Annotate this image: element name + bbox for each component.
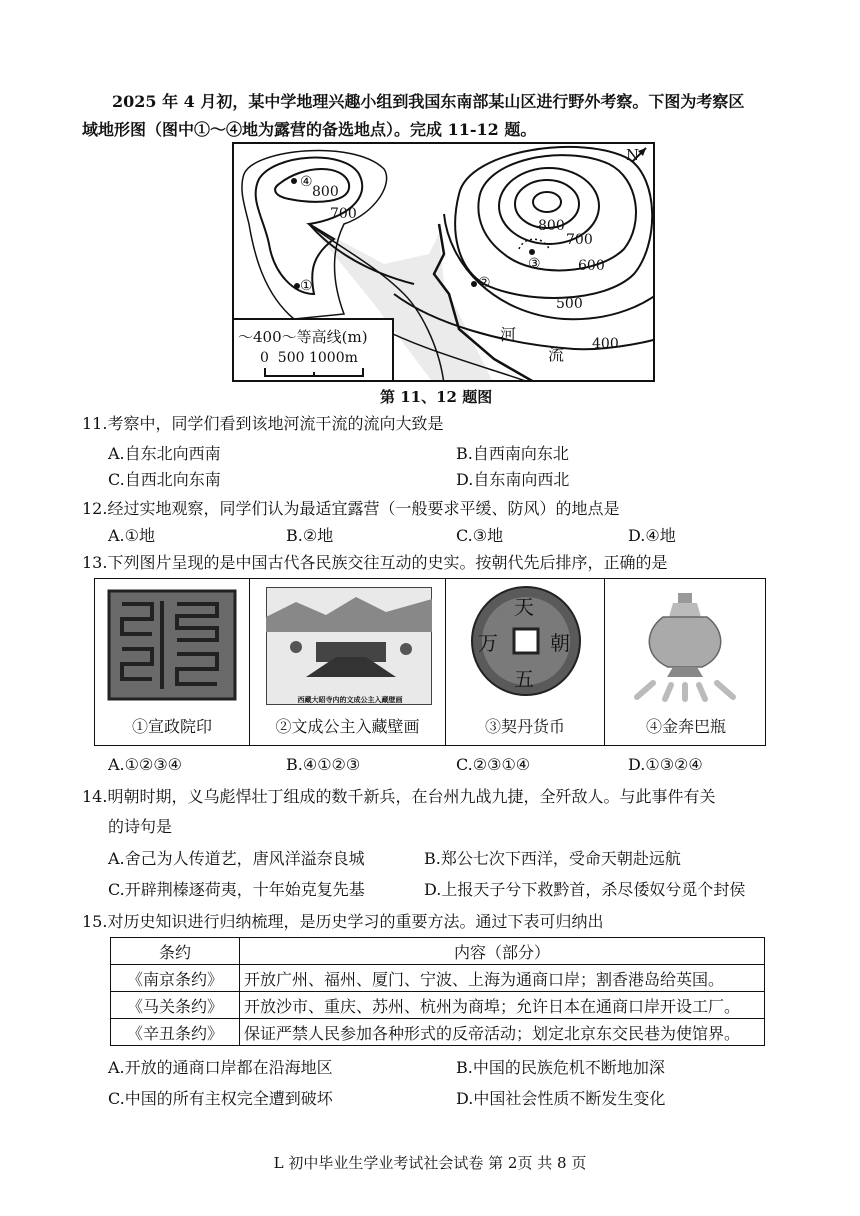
coin-char-right: 朝	[550, 631, 570, 655]
scale-bar	[264, 368, 364, 378]
q14-option-c[interactable]: C.开辟荆榛逐荷夷，十年始克复先基	[108, 880, 365, 899]
legend-scale-text: 0 500 1000m	[260, 350, 358, 366]
seal-icon	[107, 589, 237, 701]
q12-option-d[interactable]: D.④地	[628, 526, 676, 545]
coin-char-bottom: 五	[514, 667, 534, 691]
q13-option-a[interactable]: A.①②③④	[108, 755, 183, 774]
q15-option-b[interactable]: B.中国的民族危机不断地加深	[456, 1058, 665, 1077]
contour-label: 600	[578, 258, 605, 274]
vase-icon	[623, 587, 747, 703]
image-label-1: ①宣政院印	[131, 717, 212, 736]
column-header: 内容（部分）	[240, 938, 765, 965]
q14-stem-2: 的诗句是	[108, 817, 173, 836]
image-label-2: ②文成公主入藏壁画	[275, 717, 420, 736]
treaty-name: 《马关条约》	[111, 992, 240, 1019]
q15-option-d[interactable]: D.中国社会性质不断发生变化	[456, 1089, 666, 1108]
image-cell-vase	[605, 579, 767, 745]
q11-stem: 11.考察中，同学们看到该地河流干流的流向大致是	[82, 414, 444, 433]
contour-label: 500	[556, 296, 583, 312]
image-cell-coin	[446, 579, 605, 745]
treaty-content: 开放广州、福州、厦门、宁波、上海为通商口岸；割香港岛给英国。	[240, 965, 765, 992]
legend-contour: ～400～等高线(m)	[238, 328, 368, 346]
image-cell-mural	[250, 579, 446, 745]
treaty-name: 《南京条约》	[111, 965, 240, 992]
q12-option-a[interactable]: A.①地	[108, 526, 155, 545]
treaty-content: 保证严禁人民参加各种形式的反帝活动；划定北京东交民巷为使馆界。	[240, 1019, 765, 1046]
site-2-label: ②	[478, 275, 491, 291]
table-row	[111, 992, 765, 1019]
table-row	[111, 1019, 765, 1046]
north-label: N	[626, 146, 640, 164]
q14-stem-1: 14.明朝时期，义乌彪悍壮丁组成的数千新兵，在台州九战九捷，全歼敌人。与此事件有关	[82, 787, 716, 806]
q12-stem: 12.经过实地观察，同学们认为最适宜露营（一般要求平缓、防风）的地点是	[82, 499, 620, 518]
image-cell-seal	[95, 579, 250, 745]
q14-option-d[interactable]: D.上报天子兮下救黔首，杀尽倭奴兮觅个封侯	[424, 880, 746, 899]
contour-label: 800	[538, 218, 565, 234]
treaty-content: 开放沙市、重庆、苏州、杭州为商埠；允许日本在通商口岸开设工厂。	[240, 992, 765, 1019]
mural-icon	[266, 587, 432, 705]
q11-option-d[interactable]: D.自东南向西北	[456, 470, 570, 489]
q15-stem: 15.对历史知识进行归纳梳理，是历史学习的重要方法。通过下表可归纳出	[82, 912, 604, 931]
coin-char-left: 万	[478, 631, 498, 655]
contour-label: 400	[592, 336, 619, 352]
table-row	[111, 965, 765, 992]
table-header-row	[111, 938, 765, 965]
q15-option-c[interactable]: C.中国的所有主权完全遭到破坏	[108, 1089, 333, 1108]
q11-option-b[interactable]: B.自西南向东北	[456, 444, 569, 463]
map-caption: 第 11、12 题图	[380, 388, 493, 406]
q12-option-b[interactable]: B.②地	[286, 526, 334, 545]
intro-line-2: 域地形图（图中①～④地为露营的备选地点）。完成 11-12 题。	[82, 120, 537, 139]
q13-image-table	[94, 578, 766, 746]
q11-option-c[interactable]: C.自西北向东南	[108, 470, 221, 489]
treaty-name: 《辛丑条约》	[111, 1019, 240, 1046]
map-legend	[232, 318, 394, 382]
intro-line-1: 2025 年 4 月初，某中学地理兴趣小组到我国东南部某山区进行野外考察。下图为考察区	[112, 92, 745, 111]
q14-option-b[interactable]: B.郑公七次下西洋，受命天朝赴远航	[424, 849, 681, 868]
site-4-label: ④	[300, 174, 313, 190]
q13-option-b[interactable]: B.④①②③	[286, 755, 361, 774]
river-label-1: 河	[500, 325, 517, 344]
q13-stem: 13.下列图片呈现的是中国古代各民族交往互动的史实。按朝代先后排序，正确的是	[82, 553, 668, 572]
column-header: 条约	[111, 938, 240, 965]
contour-label: 700	[566, 232, 593, 248]
page-footer: L 初中毕业生学业考试社会试卷 第 2页 共 8 页	[273, 1154, 587, 1172]
site-3-label: ③	[528, 256, 541, 272]
image-label-3: ③契丹货币	[484, 717, 565, 736]
contour-label: 700	[330, 206, 357, 222]
q14-option-a[interactable]: A.舍己为人传道艺，唐风洋溢奈良城	[108, 849, 365, 868]
mural-inscription: 西藏大昭寺内的文成公主入藏壁画	[297, 695, 403, 704]
image-label-4: ④金奔巴瓶	[645, 717, 726, 736]
q13-option-c[interactable]: C.②③①④	[456, 755, 531, 774]
contour-label: 800	[312, 184, 339, 200]
q15-option-a[interactable]: A.开放的通商口岸都在沿海地区	[108, 1058, 333, 1077]
river-label-2: 流	[548, 345, 565, 364]
coin-char-top: 天	[514, 595, 534, 619]
q12-option-c[interactable]: C.③地	[456, 526, 504, 545]
q13-option-d[interactable]: D.①③②④	[628, 755, 703, 774]
q11-option-a[interactable]: A.自东北向西南	[108, 444, 221, 463]
site-1-label: ①	[300, 278, 313, 294]
treaty-table	[110, 937, 765, 1046]
